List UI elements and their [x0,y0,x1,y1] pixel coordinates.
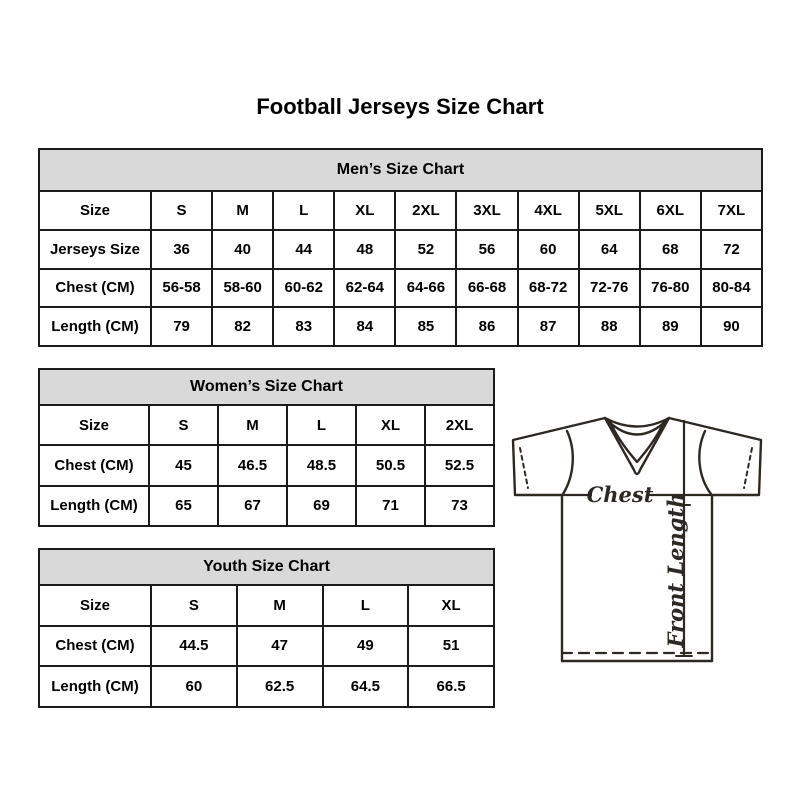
value-cell: 2XL [395,191,456,230]
value-cell: 80-84 [701,269,762,308]
row-label-cell: Chest (CM) [39,445,149,485]
value-cell: M [212,191,273,230]
jersey-measurement-diagram [500,398,780,698]
value-cell: S [151,191,212,230]
table-row [39,191,762,230]
value-cell: 6XL [640,191,701,230]
value-cell: XL [334,191,395,230]
value-cell: 60 [151,666,237,707]
value-cell: 48 [334,230,395,269]
size-table [38,148,763,347]
row-label-cell: Chest (CM) [39,269,151,308]
value-cell: 73 [425,486,494,526]
value-cell: 64 [579,230,640,269]
value-cell: 79 [151,307,212,346]
value-cell: 44 [273,230,334,269]
table-row [39,307,762,346]
value-cell: XL [408,585,494,626]
row-label-cell: Size [39,405,149,445]
value-cell: 89 [640,307,701,346]
table-header-row [39,149,762,191]
value-cell: 50.5 [356,445,425,485]
row-label-cell: Chest (CM) [39,626,151,667]
table-row [39,230,762,269]
row-label-cell: Length (CM) [39,307,151,346]
value-cell: 66-68 [456,269,517,308]
value-cell: S [151,585,237,626]
value-cell: 62.5 [237,666,323,707]
value-cell: 49 [323,626,409,667]
value-cell: 56-58 [151,269,212,308]
value-cell: 44.5 [151,626,237,667]
value-cell: 36 [151,230,212,269]
value-cell: 56 [456,230,517,269]
value-cell: 86 [456,307,517,346]
value-cell: 82 [212,307,273,346]
value-cell: L [287,405,356,445]
table-row [39,445,494,485]
table-title: Women’s Size Chart [39,369,494,405]
table-header-row [39,549,494,585]
value-cell: 90 [701,307,762,346]
value-cell: M [237,585,323,626]
row-label-cell: Length (CM) [39,666,151,707]
value-cell: 68 [640,230,701,269]
value-cell: 88 [579,307,640,346]
value-cell: 58-60 [212,269,273,308]
mens-size-table [38,148,763,347]
table-row [39,486,494,526]
row-label-cell: Length (CM) [39,486,149,526]
value-cell: 84 [334,307,395,346]
value-cell: 72-76 [579,269,640,308]
value-cell: 66.5 [408,666,494,707]
jersey-diagram-svg [500,398,780,698]
value-cell: 48.5 [287,445,356,485]
table-row [39,585,494,626]
value-cell: 40 [212,230,273,269]
table-title: Youth Size Chart [39,549,494,585]
row-label-cell: Size [39,585,151,626]
value-cell: 3XL [456,191,517,230]
womens-size-table [38,368,495,527]
value-cell: S [149,405,218,445]
chest-label: Chest [586,482,654,507]
value-cell: L [273,191,334,230]
value-cell: L [323,585,409,626]
value-cell: 51 [408,626,494,667]
value-cell: 62-64 [334,269,395,308]
value-cell: 87 [518,307,579,346]
value-cell: 46.5 [218,445,287,485]
value-cell: XL [356,405,425,445]
value-cell: 64.5 [323,666,409,707]
value-cell: 72 [701,230,762,269]
value-cell: M [218,405,287,445]
table-row [39,626,494,667]
table-row [39,269,762,308]
value-cell: 5XL [579,191,640,230]
value-cell: 67 [218,486,287,526]
value-cell: 2XL [425,405,494,445]
size-table [38,548,495,708]
value-cell: 60 [518,230,579,269]
value-cell: 71 [356,486,425,526]
value-cell: 65 [149,486,218,526]
value-cell: 68-72 [518,269,579,308]
front-length-label: Front Length [663,492,688,648]
table-title: Men’s Size Chart [39,149,762,191]
value-cell: 64-66 [395,269,456,308]
value-cell: 52 [395,230,456,269]
value-cell: 60-62 [273,269,334,308]
table-row [39,405,494,445]
table-header-row [39,369,494,405]
value-cell: 7XL [701,191,762,230]
table-row [39,666,494,707]
row-label-cell: Jerseys Size [39,230,151,269]
jersey-outline [513,418,761,661]
value-cell: 52.5 [425,445,494,485]
value-cell: 69 [287,486,356,526]
value-cell: 83 [273,307,334,346]
page-title: Football Jerseys Size Chart [256,94,544,119]
value-cell: 4XL [518,191,579,230]
value-cell: 45 [149,445,218,485]
value-cell: 47 [237,626,323,667]
value-cell: 85 [395,307,456,346]
row-label-cell: Size [39,191,151,230]
youth-size-table [38,548,495,708]
value-cell: 76-80 [640,269,701,308]
size-table [38,368,495,527]
